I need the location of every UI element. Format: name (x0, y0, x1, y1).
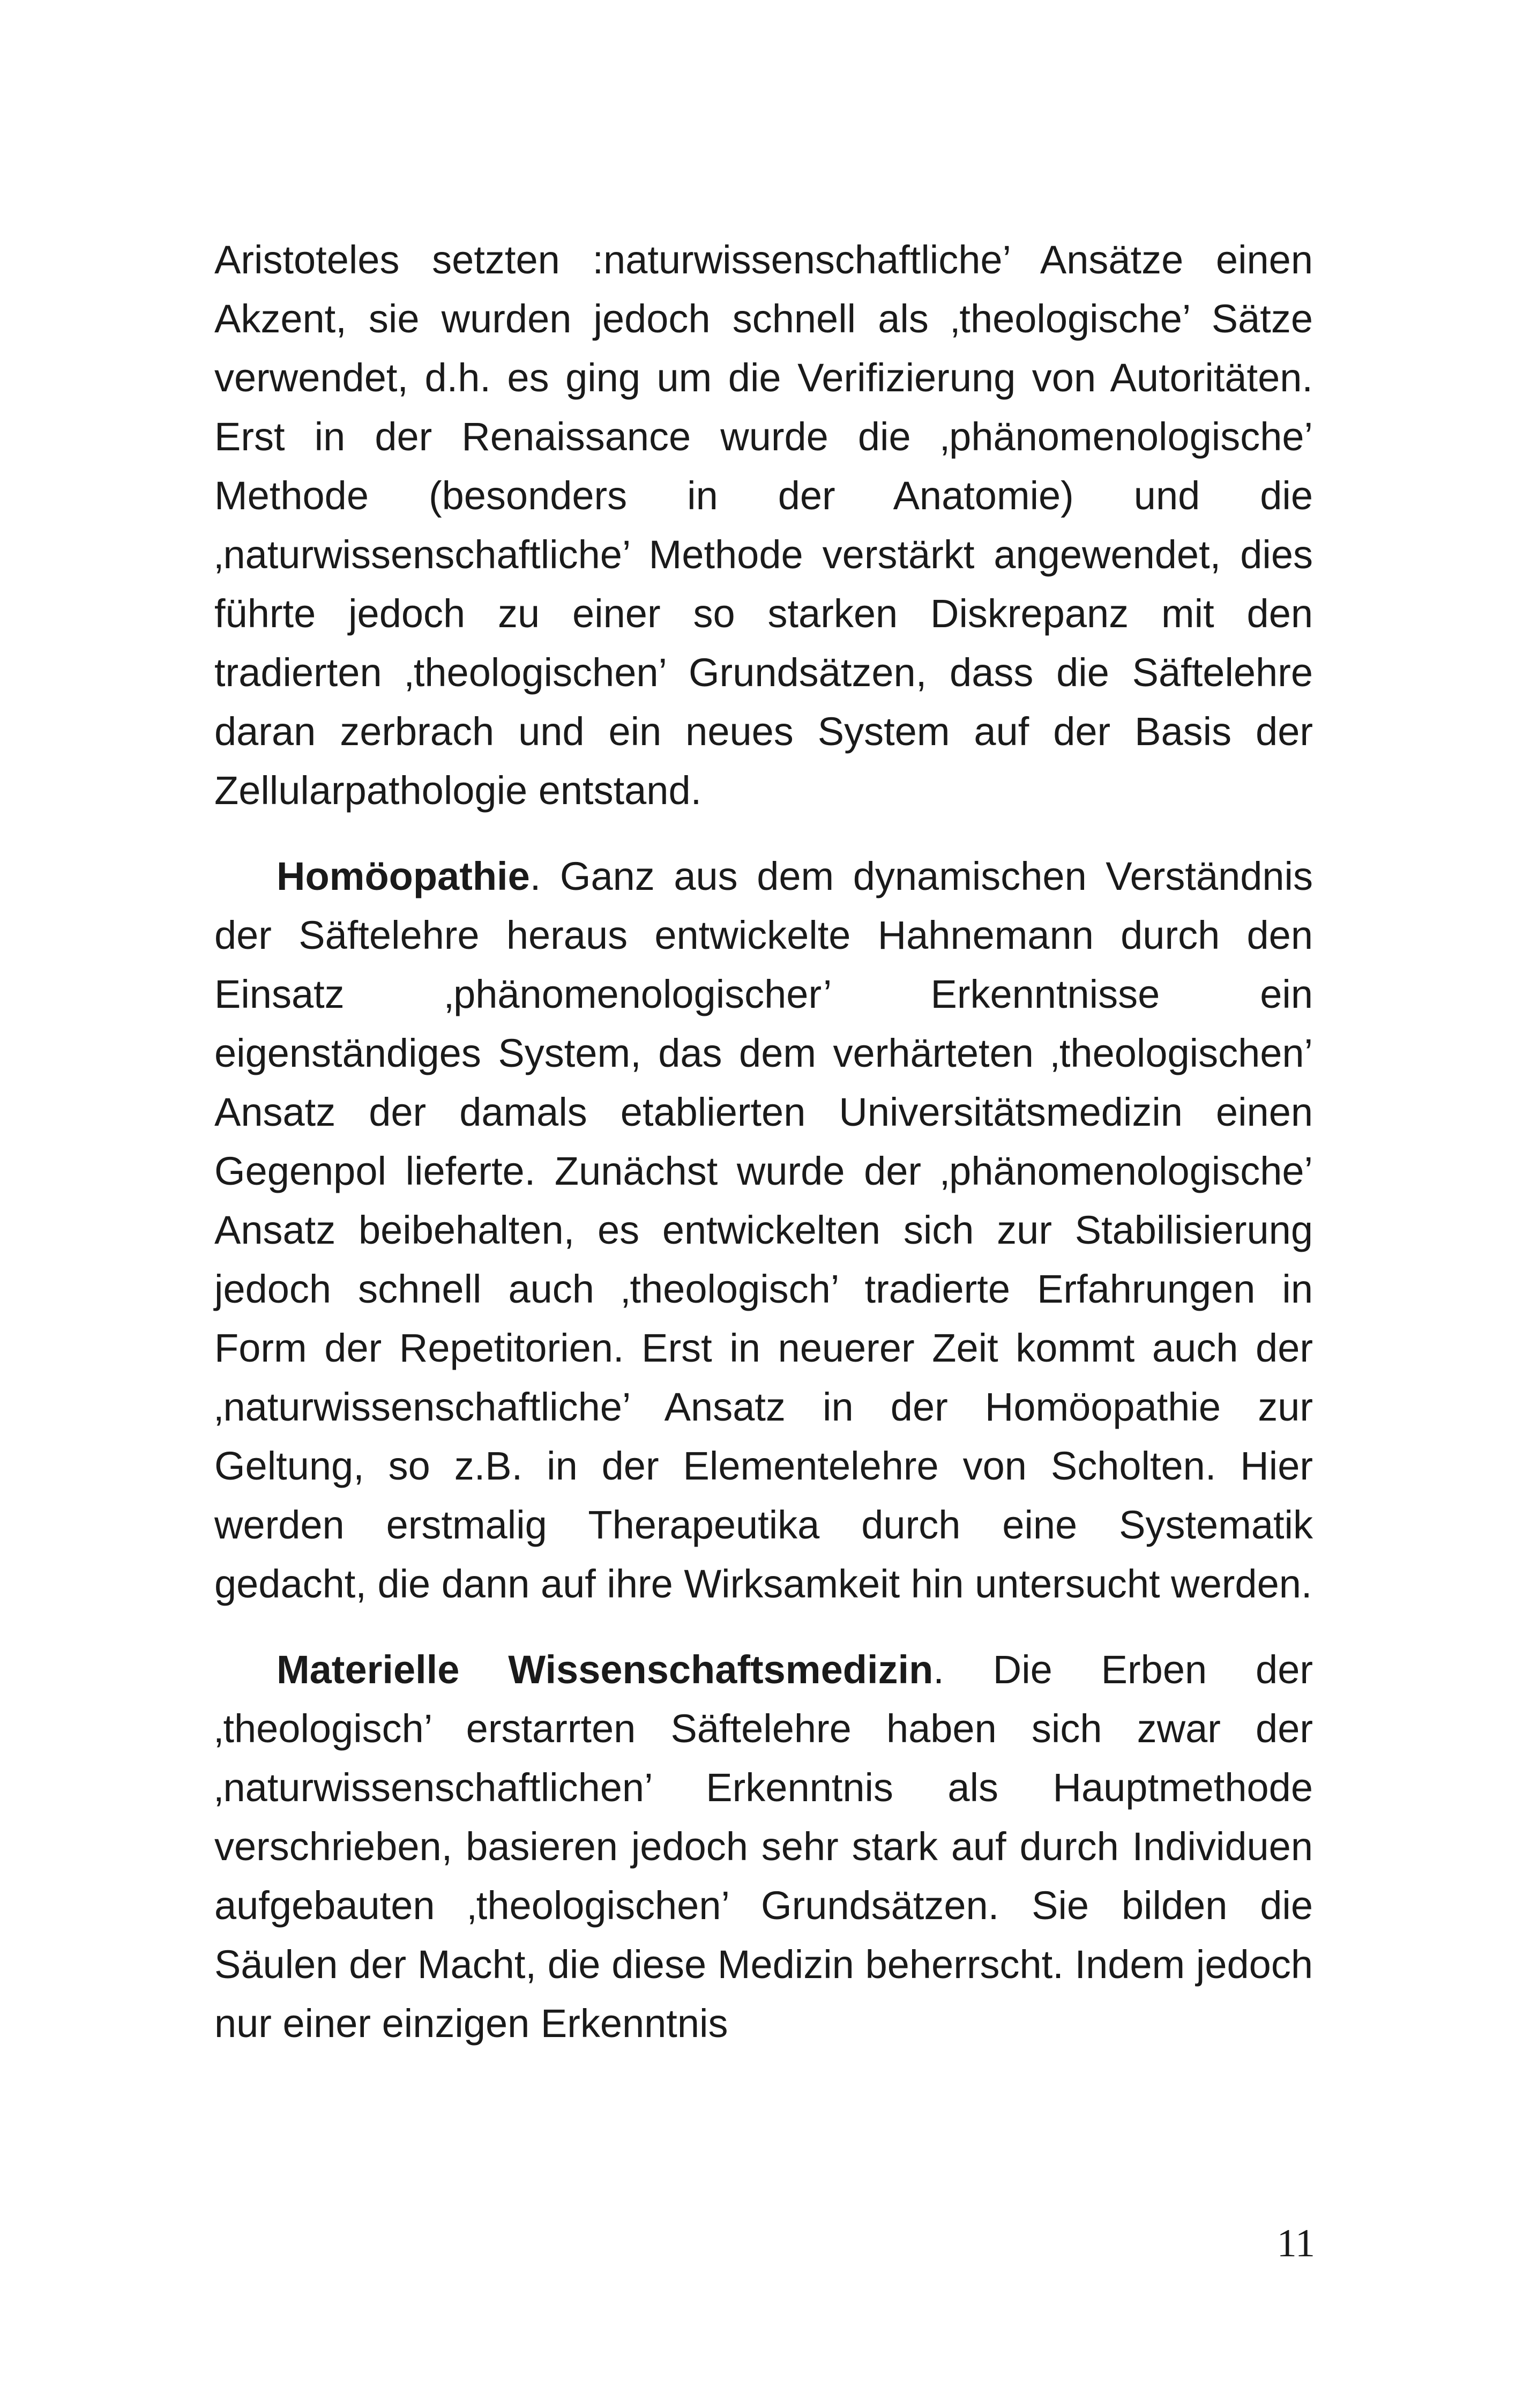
paragraph-homoeopathie (214, 847, 1313, 1614)
paragraph-text: Aristoteles setzten :naturwissenschaftliche’ Ansätze einen Akzent, sie wurden jedoch schnell als ‚theologische’ Sätze verwendet, d.h. es ging um die Verifizierung von Autoritäten. Erst in der Renaissance wurde die ‚phänomenologische’ Methode (besonders in der Anatomie) und die ‚naturwissenschaftliche’ Methode verstärkt angewendet, dies führte jedoch zu einer so starken Diskrepanz mit den tradierten ‚theologischen’ Grundsätzen, dass die Säftelehre daran zerbrach und ein neues System auf der Basis der Zellularpathologie entstand. (214, 237, 1313, 813)
page-number: 11 (1276, 2221, 1315, 2265)
paragraph-wissenschaftsmedizin (214, 1640, 1313, 2053)
paragraph-text: Die Erben der ‚theologisch’ erstarrten Säftelehre haben sich zwar der ‚naturwissenschaftlichen’ Erkenntnis als Hauptmethode verschrieben, basieren jedoch sehr stark auf durch Individuen aufgebauten ‚theologischen’ Grundsätzen. Sie bilden die Säulen der Macht, die diese Medizin beherrscht. Indem jedoch nur einer einzigen Erkenntnis (214, 1647, 1313, 2046)
body-text (214, 231, 1313, 2053)
heading-period: . (529, 854, 541, 898)
run-in-heading: Materielle Wissenschaftsmedizin (277, 1647, 934, 1692)
run-in-heading: Homöopathie (277, 854, 530, 898)
heading-period: . (933, 1647, 944, 1692)
paragraph-text: Ganz aus dem dynamischen Verständnis der Säftelehre heraus entwickelte Hahnemann durch den Einsatz ‚phänomenologischer’ Erkenntnisse ein eigenständiges System, das dem verhärteten ‚theologischen’ Ansatz der damals etablierten Universitätsmedizin einen Gegenpol lieferte. Zunächst wurde der ‚phänomenologische’ Ansatz beibehalten, es entwickelten sich zur Stabilisierung jedoch schnell auch ‚theologisch’ tradierte Erfahrungen in Form der Repetitorien. Erst in neuerer Zeit kommt auch der ‚naturwissenschaftliche’ Ansatz in der Homöopathie zur Geltung, so z.B. in der Elementelehre von Scholten. Hier werden erstmalig Therapeutika durch eine Systematik gedacht, die dann auf ihre Wirksamkeit hin untersucht werden. (214, 854, 1313, 1606)
paragraph-aristoteles (214, 231, 1313, 820)
